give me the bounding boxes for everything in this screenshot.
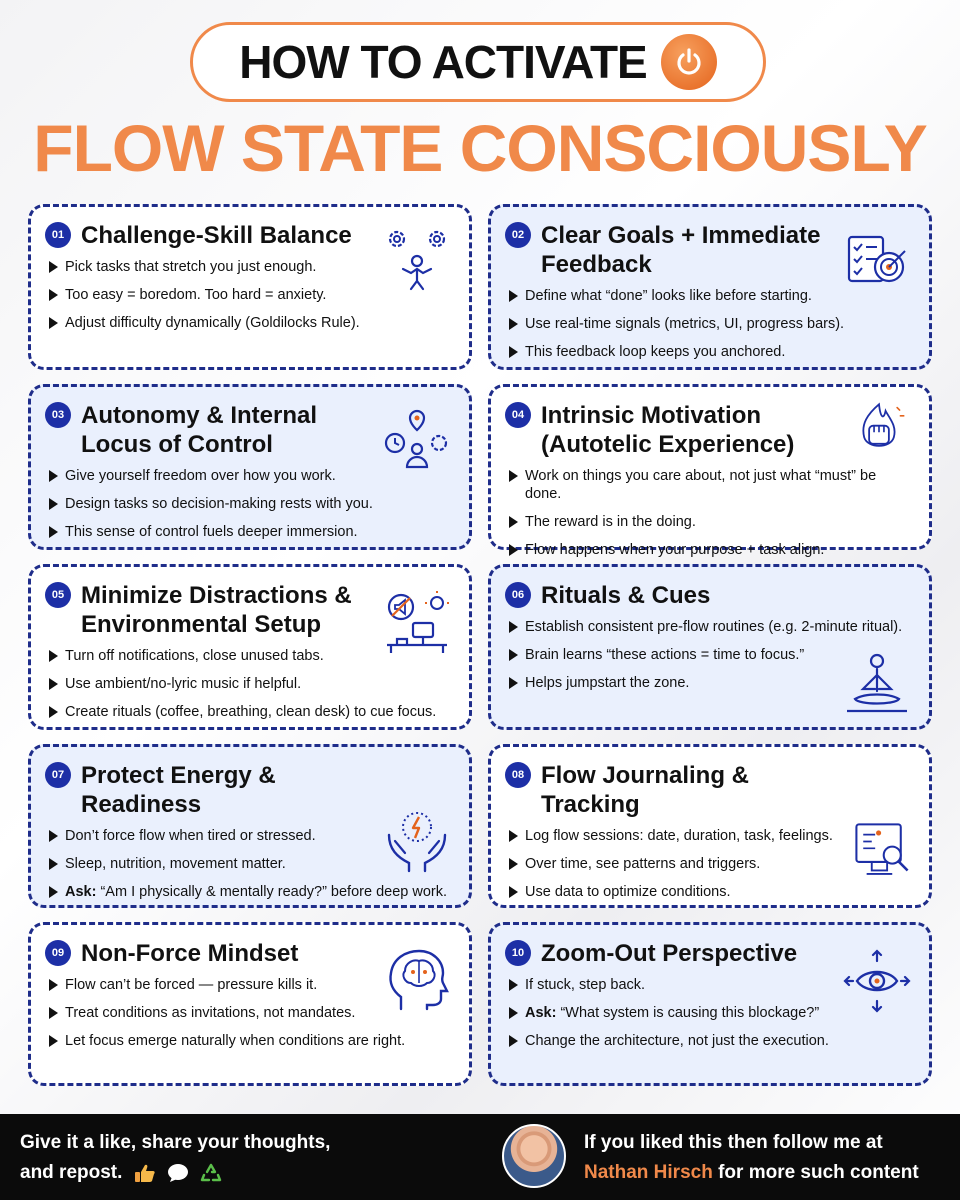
list-item: Too easy = boredom. Too hard = anxiety. [45, 286, 455, 304]
list-item: Create rituals (coffee, breathing, clean desk) to cue focus. [45, 703, 455, 721]
page-title: HOW TO ACTIVATE [239, 36, 647, 88]
list-item: Sleep, nutrition, movement matter. [45, 855, 455, 873]
page-subtitle: FLOW STATE CONSCIOUSLY [33, 111, 927, 185]
list-item: If stuck, step back. [505, 976, 915, 994]
card-number: 07 [45, 762, 71, 788]
header-pill [190, 22, 766, 102]
monitor-analytics-icon [853, 821, 911, 879]
list-item: Flow can’t be forced — pressure kills it. [45, 976, 455, 994]
person-clock-gear-icon [383, 407, 451, 475]
card-clear-goals [488, 204, 932, 370]
card-zoom-out [488, 922, 932, 1086]
footer-follow-line2: for more such content [712, 1162, 919, 1183]
card-autonomy [28, 384, 472, 550]
footer-follow-line2-row [584, 1158, 919, 1188]
list-item: Let focus emerge naturally when conditions are right. [45, 1032, 455, 1050]
ask-text: “What system is causing this blockage?” [560, 1005, 820, 1021]
card-title: Zoom-Out Perspective [541, 940, 798, 967]
card-minimize-distractions [28, 564, 472, 730]
speech-bubble-icon [167, 1163, 189, 1183]
list-item: Use ambient/no-lyric music if helpful. [45, 675, 455, 693]
card-title: Protect Energy & Readiness [81, 762, 276, 818]
list-item: Don’t force flow when tired or stressed. [45, 827, 455, 845]
list-item: Log flow sessions: date, duration, task, feelings. [505, 827, 915, 845]
list-item: Flow happens when your purpose + task align. [505, 541, 915, 559]
list-item: Design tasks so decision-making rests with you. [45, 495, 455, 513]
card-protect-energy [28, 744, 472, 908]
card-title: Clear Goals + Immediate Feedback [541, 222, 821, 278]
card-intrinsic-motivation [488, 384, 932, 558]
list-item: Pick tasks that stretch you just enough. [45, 258, 455, 276]
list-item: Treat conditions as invitations, not mandates. [45, 1004, 455, 1022]
card-title: Minimize Distractions & Environmental Setup [81, 582, 352, 638]
avatar [502, 1124, 566, 1188]
footer-follow-line1: If you liked this then follow me at [584, 1132, 883, 1153]
card-rituals-cues [488, 564, 932, 730]
footer-follow [584, 1128, 919, 1188]
hands-energy-icon [383, 805, 451, 873]
ask-label: Ask: [65, 884, 97, 900]
footer-cta [20, 1128, 330, 1188]
card-number: 06 [505, 582, 531, 608]
list-item: Over time, see patterns and triggers. [505, 855, 915, 873]
list-item: This sense of control fuels deeper immersion. [45, 523, 455, 541]
ask-text: “Am I physically & mentally ready?” before deep work. [100, 884, 448, 900]
footer-cta-line2: and repost. [20, 1162, 123, 1183]
card-flow-journaling [488, 744, 932, 908]
list-item: Helps jumpstart the zone. [505, 674, 915, 692]
eye-arrows-icon [843, 947, 911, 1015]
card-number: 01 [45, 222, 71, 248]
list-item: Adjust difficulty dynamically (Goldilocks Rule). [45, 314, 455, 332]
card-number: 05 [45, 582, 71, 608]
fist-flame-icon [851, 401, 907, 457]
list-item-ask [45, 883, 455, 901]
card-number: 03 [45, 402, 71, 428]
list-item: Give yourself freedom over how you work. [45, 467, 455, 485]
mute-desk-icon [383, 589, 451, 657]
card-title: Intrinsic Motivation (Autotelic Experience) [541, 402, 795, 458]
card-number: 09 [45, 940, 71, 966]
list-item: Brain learns “these actions = time to focus.” [505, 646, 915, 664]
footer-cta-line1: Give it a like, share your thoughts, [20, 1132, 331, 1153]
list-item: Turn off notifications, close unused tabs. [45, 647, 455, 665]
card-number: 04 [505, 402, 531, 428]
card-title: Autonomy & Internal Locus of Control [81, 402, 318, 458]
head-brain-icon [383, 945, 451, 1013]
card-non-force-mindset [28, 922, 472, 1086]
list-item: Work on things you care about, not just what “must” be done. [505, 467, 915, 503]
card-number: 02 [505, 222, 531, 248]
meditation-icon [843, 651, 911, 719]
card-number: 08 [505, 762, 531, 788]
checklist-target-icon [843, 229, 911, 297]
card-title: Challenge-Skill Balance [81, 222, 352, 249]
list-item: Establish consistent pre-flow routines (e.g. 2-minute ritual). [505, 618, 915, 636]
author-name-link[interactable]: Nathan Hirsch [584, 1162, 713, 1183]
power-icon [661, 34, 717, 90]
recycle-icon [200, 1163, 222, 1183]
thumbs-up-icon [134, 1163, 156, 1183]
card-title: Rituals & Cues [541, 582, 711, 609]
card-title: Flow Journaling & Tracking [541, 762, 749, 818]
list-item: Use real-time signals (metrics, UI, progress bars). [505, 315, 915, 333]
footer-cta-line2-row [20, 1158, 330, 1188]
list-item: Change the architecture, not just the execution. [505, 1032, 915, 1050]
list-item: Define what “done” looks like before starting. [505, 287, 915, 305]
card-challenge-skill-balance [28, 204, 472, 370]
list-item: This feedback loop keeps you anchored. [505, 343, 915, 361]
footer [0, 1114, 960, 1200]
list-item: Use data to optimize conditions. [505, 883, 915, 901]
card-title: Non-Force Mindset [81, 940, 299, 967]
gears-person-icon [383, 225, 451, 293]
ask-label: Ask: [525, 1005, 557, 1021]
list-item: The reward is in the doing. [505, 513, 915, 531]
card-number: 10 [505, 940, 531, 966]
